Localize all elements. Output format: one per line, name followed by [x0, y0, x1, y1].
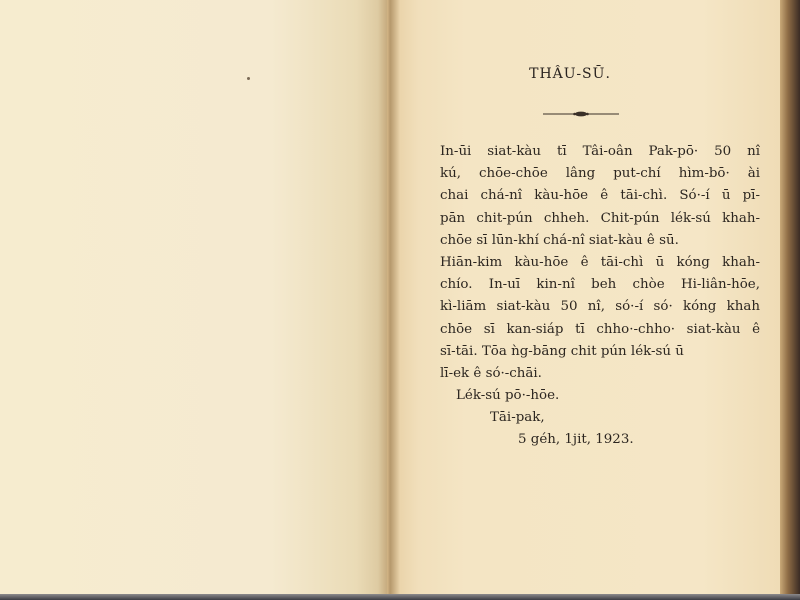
text-line: pān chit-pún chheh. Chit-pún lék-sú khah- [440, 210, 760, 226]
ornament-divider-icon [541, 108, 621, 120]
text-line: In-ūi siat-kàu tī Tâi-oân Pak-pō· 50 nî [440, 144, 760, 159]
text-line: lī-ek ê só·-chāi. [440, 365, 542, 381]
date-line: 5 géh, 1jit, 1923. [518, 432, 634, 448]
text-line: kú, chōe-chōe lâng put-chí hìm-bō· ài [440, 166, 760, 182]
page-edge-right [780, 0, 800, 600]
dust-speck [247, 77, 250, 80]
preface-body [440, 141, 760, 452]
book-gutter [378, 0, 400, 594]
text-line: chōe sī kan-siáp tī chho·-chho· siat-kàu ê [440, 321, 760, 337]
signature-line: Lék-sú pō·-hōe. [456, 388, 560, 404]
blank-left-page [0, 0, 387, 594]
text-line: chōe sī lūn-khí chá-nî siat-kàu ê sū. [440, 232, 679, 248]
place-line: Tāi-pak, [490, 410, 545, 426]
text-line: kì-liām siat-kàu 50 nî, só·-í só· kóng khah [440, 299, 760, 315]
scan-edge-bottom [0, 594, 800, 600]
page-title: THÂU-SŪ. [529, 66, 611, 82]
text-line: sī-tāi. Tōa ǹg-bāng chit pún lék-sú ū [440, 343, 684, 359]
text-line: Hiān-kim kàu-hōe ê tāi-chì ū kóng khah- [440, 254, 760, 270]
text-line: chío. In-uī kin-nî beh chòe Hi-liân-hōe, [440, 277, 760, 293]
text-line: chai chá-nî kàu-hōe ê tāi-chì. Só·-í ū pī- [440, 188, 760, 204]
